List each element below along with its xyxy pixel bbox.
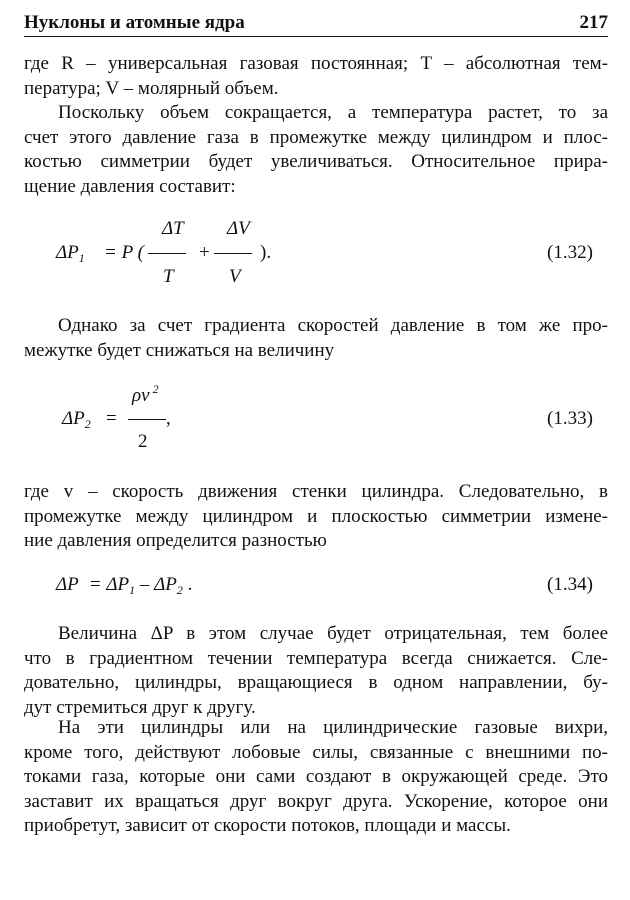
equation-number: (1.33)	[547, 408, 593, 429]
eq-denominator: 2	[138, 431, 148, 452]
text-line: На эти цилиндры или на цилиндрические газовые вихри,	[58, 717, 608, 738]
text-line: токами газа, которые они сами создают в окружающей среде. Это	[24, 766, 608, 787]
text-line: приобретут, зависит от скорости потоков, площади и массы.	[24, 815, 511, 836]
text-line: счет этого давление газа в промежутке между цилиндром и плос-	[24, 126, 608, 148]
paragraph-frontal-forces	[24, 716, 608, 839]
eq-lhs: $\Delta P_1$	[56, 242, 85, 265]
text-line: щение давления составит:	[24, 175, 236, 197]
text-line: дут стремиться друг к другу.	[24, 696, 256, 718]
eq-numerator-1: ΔT	[162, 218, 184, 239]
paragraph-pressure-increase	[24, 101, 608, 199]
eq-lhs: $\Delta P_2$	[62, 408, 91, 431]
paragraph-velocity	[24, 480, 608, 554]
eq-close: ).	[260, 242, 272, 263]
text-line: кроме того, действуют лобовые силы, связанные с внешними по-	[24, 741, 608, 763]
header-title: Нуклоны и атомные ядра	[24, 12, 245, 33]
paragraph-negative-pressure	[24, 622, 608, 720]
text-line: пература; V – молярный объем.	[24, 77, 279, 99]
eq-numerator-2: ΔV	[227, 218, 250, 239]
text-line: где v – скорость движения стенки цилиндра. Следовательно, в	[24, 481, 608, 502]
equation-number: (1.34)	[547, 574, 593, 595]
text-line: Величина ΔP в этом случае будет отрицательная, тем более	[58, 623, 608, 644]
text-line: межутке будет снижаться на величину	[24, 339, 335, 361]
text-line: что в градиентном течении температура всегда снижается. Сле-	[24, 647, 608, 669]
text-line: заставит их вращаться друг вокруг друга. Ускорение, которое они	[24, 790, 608, 812]
eq-equals: =	[106, 408, 117, 429]
eq-plus: +	[199, 242, 210, 263]
eq-fraction-bar: ——,	[128, 408, 171, 429]
eq-fraction-bar-2: ——	[214, 242, 252, 263]
eq-fraction-bar-1: ——	[148, 242, 186, 263]
eq-numerator: ρv $^2$	[132, 382, 159, 406]
text-line: ние давления определится разностью	[24, 530, 327, 551]
text-line: промежутке между цилиндром и плоскостью симметрии измене-	[24, 505, 608, 527]
paragraph-definitions	[24, 52, 608, 101]
text-line: Однако за счет градиента скоростей давление в том же про-	[58, 315, 608, 336]
equation-number: (1.32)	[547, 242, 593, 263]
text-line: костью симметрии будет увеличиваться. Относительное прира-	[24, 151, 608, 172]
text-line: где R – универсальная газовая постоянная; T – абсолютная тем-	[24, 53, 608, 74]
eq-denominator-2: V	[229, 266, 241, 287]
eq-equals-p: = P (	[104, 242, 144, 263]
text-line: Поскольку объем сокращается, а температура растет, то за	[58, 102, 608, 123]
eq-denominator-1: T	[163, 266, 174, 287]
text-line: довательно, цилиндры, вращающиеся в одном направлении, бу-	[24, 672, 608, 693]
paragraph-pressure-decrease	[24, 314, 608, 363]
page-number: 217	[579, 12, 608, 33]
running-header	[24, 10, 608, 37]
eq-expression: $\Delta P = \Delta P_1 - \Delta P_2$ .	[56, 574, 193, 597]
